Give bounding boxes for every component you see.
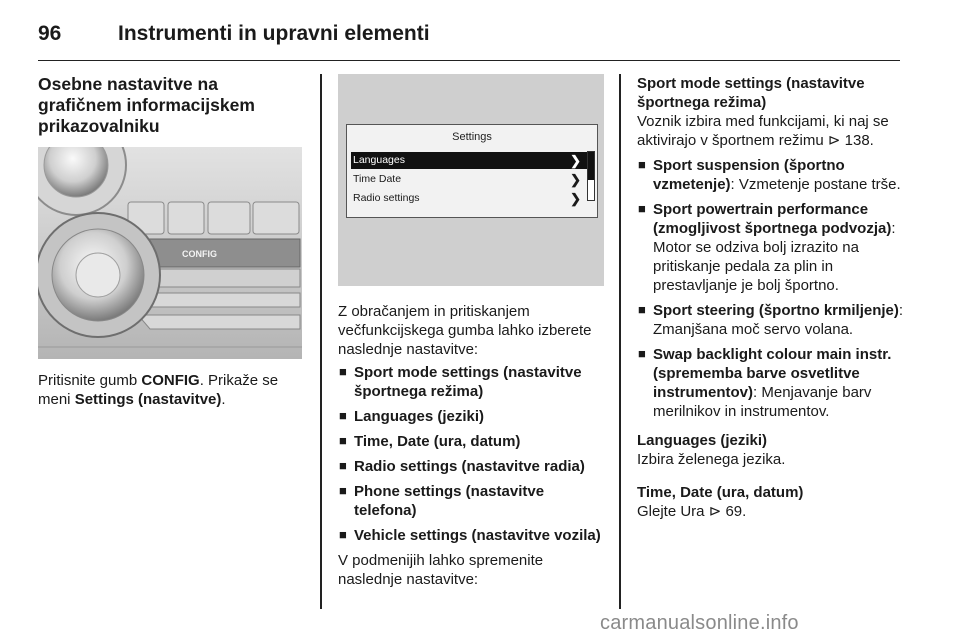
menu-row-time-date: Time Date ❯: [353, 172, 581, 187]
page-title: Instrumenti in upravni elementi: [118, 22, 430, 45]
page-ref-arrow-icon: ⊳: [827, 132, 841, 149]
settings-display-photo: [338, 74, 604, 286]
outro-paragraph: V podmenijih lahko spremenite naslednje nastavitve:: [338, 552, 544, 588]
subsection-heading: Sport mode settings (nastavitve športnega režima): [637, 75, 865, 111]
list-item: ■ Sport mode settings (nastavitve športnega režima): [338, 363, 608, 401]
list-item: ■ Phone settings (nastavitve telefona): [338, 482, 608, 520]
dashboard-controls-image: [38, 147, 302, 359]
page-number: 96: [38, 22, 62, 45]
intro-paragraph: Z obračanjem in pritiskanjem večfunkcijskega gumba lahko izberete naslednje nastavitve:: [338, 303, 592, 358]
subsection-text: Izbira želenega jezika.: [637, 451, 786, 468]
chevron-right-icon: ❯: [570, 191, 581, 206]
watermark: carmanualsonline.info: [600, 612, 799, 634]
column-right: [637, 74, 907, 521]
column-left: [38, 74, 304, 409]
list-item: ■ Sport steering (športno krmiljenje): Zmanjšana moč servo volana.: [637, 301, 907, 339]
list-item: ■ Sport suspension (športno vzmetenje): Vzmetenje postane trše.: [637, 156, 907, 194]
scrollbar: [587, 151, 595, 201]
subsection-heading: Languages (jeziki): [637, 432, 768, 449]
screen-title: Settings: [452, 131, 492, 143]
instruction-paragraph: Pritisnite gumb CONFIG. Prikaže se meni Settings (nastavitve).: [38, 372, 279, 408]
list-item: ■ Time, Date (ura, datum): [338, 432, 608, 451]
subsection-text: Glejte Ura ⊳ 69.: [637, 503, 747, 520]
column-middle: [338, 74, 608, 589]
page-header: [38, 20, 900, 61]
chevron-right-icon: ❯: [570, 153, 581, 168]
subsection-text: Voznik izbira med funkcijami, ki naj se aktivirajo v športnem režimu ⊳ 138.: [637, 113, 889, 149]
menu-row-radio-settings: Radio settings ❯: [353, 191, 581, 206]
menu-row-languages: Languages ❯: [351, 152, 587, 169]
chevron-right-icon: ❯: [570, 172, 581, 187]
column-divider: [320, 74, 322, 609]
page-ref-arrow-icon: ⊳: [708, 503, 722, 520]
settings-list: [338, 363, 608, 545]
list-item: ■ Swap backlight colour main instr. (sprememba barve osvetlitve instrumentov): Menjavanje barv merilnikov in instrumentov.: [637, 345, 907, 421]
column-divider: [619, 74, 621, 609]
settings-screen: [346, 124, 598, 218]
list-item: ■ Sport powertrain performance (zmogljivost športnega podvozja): Motor se odziva bolj izrazito na pritiskanje pedala za plin in prestavljanje je bolj športno.: [637, 200, 907, 295]
subsection-heading: Time, Date (ura, datum): [637, 484, 804, 501]
list-item: ■ Languages (jeziki): [338, 407, 608, 426]
list-item: ■ Vehicle settings (nastavitve vozila): [338, 526, 608, 545]
config-button-photo: [38, 147, 302, 359]
config-button-label: CONFIG: [182, 249, 217, 259]
sport-options-list: [637, 156, 907, 421]
list-item: ■ Radio settings (nastavitve radia): [338, 457, 608, 476]
section-heading: Osebne nastavitve na grafičnem informacijskem prikazovalniku: [38, 74, 255, 136]
